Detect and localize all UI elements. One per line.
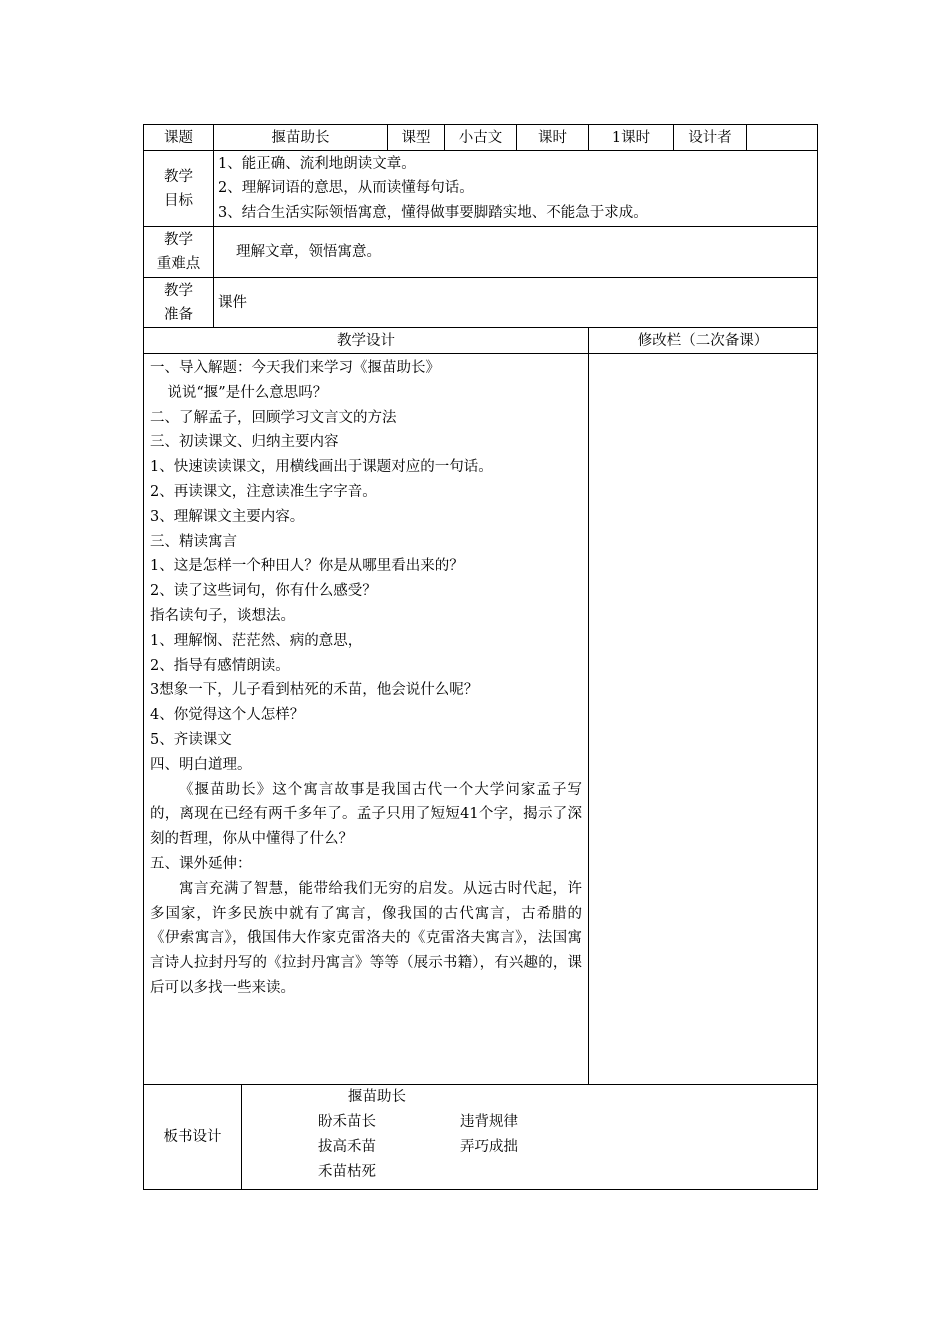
board-right-item: 违背规律 [460,1114,518,1130]
goals-row [144,151,818,227]
design-line: 说说“揠”是什么意思吗？ [167,384,328,401]
goal-item: 2、理解词语的意思，从而读懂每句话。 [218,180,474,197]
type-value: 小古文 [445,125,517,151]
goals-label [144,151,214,227]
difficulties-label-line2: 重难点 [156,256,201,272]
designer-value [747,125,818,151]
difficulties-row [144,227,818,278]
goals-label-line1: 教学 [164,168,193,185]
topic-value: 揠苗助长 [214,125,388,151]
design-line: 五、课外延伸： [150,855,252,872]
board-label: 板书设计 [144,1085,242,1190]
design-line: 1、快速读读课文，用横线画出于课题对应的一句话。 [150,459,493,476]
design-line: 4、你觉得这个人怎样？ [150,707,305,724]
design-line: 3、理解课文主要内容。 [150,508,305,525]
design-line: 5、齐读课文 [150,731,232,748]
preparation-label-line1: 教学 [164,282,193,299]
design-line: 三、精读寓言 [150,533,237,550]
goals-content [214,151,818,227]
design-line: 四、明白道理。 [150,756,252,773]
design-body-row [144,354,818,1085]
lesson-plan-table [143,124,818,1190]
difficulties-label [144,227,214,278]
board-left-item: 盼禾苗长 [318,1114,376,1130]
design-line: 二、了解孟子，回顾学习文言文的方法 [150,409,397,426]
topic-label: 课题 [144,125,214,151]
design-line: 2、读了这些词句，你有什么感受？ [150,583,377,600]
design-paragraph: 寓言充满了智慧，能带给我们无穷的启发。从远古时代起，许多国家，许多民族中就有了寓言，像我国的古代寓言，古希腊的《伊索寓言》，俄国伟大作家克雷洛夫的《克雷洛夫寓言》，法国寓言诗人拉封丹写的《拉封丹寓言》等等（展示书籍），有兴趣的，课后可以多找一些来读。 [150,880,582,996]
design-line: 2、再读课文，注意读准生字字音。 [150,483,377,500]
design-paragraph: 《揠苗助长》这个寓言故事是我国古代一个大学问家孟子写的，离现在已经有两千多年了。孟子只用了短短41个字，揭示了深刻的哲理，你从中懂得了什么？ [150,781,582,848]
preparation-row [144,278,818,328]
type-label: 课型 [388,125,445,151]
preparation-content: 课件 [214,278,818,328]
revision-area [589,354,818,1085]
header-row [144,125,818,151]
board-left-item: 拔高禾苗 [318,1139,376,1155]
design-heading-row [144,328,818,354]
design-line: 2、指导有感情朗读。 [150,657,290,674]
design-content [144,354,589,1085]
design-line: 1、理解悯、茫茫然、病的意思， [150,632,363,649]
board-row [144,1085,818,1190]
goal-item: 3、结合生活实际领悟寓意，懂得做事要脚踏实地、不能急于求成。 [218,204,648,221]
design-heading: 教学设计 [144,328,589,354]
design-line: 指名读句子，谈想法。 [150,607,295,624]
design-line: 三、初读课文、归纳主要内容 [150,434,339,451]
preparation-label-line2: 准备 [164,306,193,323]
board-title: 揠苗助长 [348,1089,406,1105]
preparation-label [144,278,214,328]
design-line: 1、这是怎样一个种田人？你是从哪里看出来的？ [150,558,464,575]
board-left-item: 禾苗枯死 [318,1164,376,1180]
designer-label: 设计者 [674,125,747,151]
design-line: 3想象一下，儿子看到枯死的禾苗，他会说什么呢？ [150,682,479,699]
goals-label-line2: 目标 [164,192,193,209]
board-content [242,1085,818,1190]
hours-value: 1课时 [589,125,674,151]
difficulties-label-line1: 教学 [164,232,193,248]
goal-item: 1、能正确、流利地朗读文章。 [218,155,416,172]
lesson-plan-sheet [143,124,817,1190]
board-right-item: 弄巧成拙 [460,1139,518,1155]
difficulties-content: 理解文章，领悟寓意。 [214,227,818,278]
design-line: 一、导入解题：今天我们来学习《揠苗助长》 [150,360,440,376]
hours-label: 课时 [517,125,589,151]
revision-heading: 修改栏（二次备课） [589,328,818,354]
